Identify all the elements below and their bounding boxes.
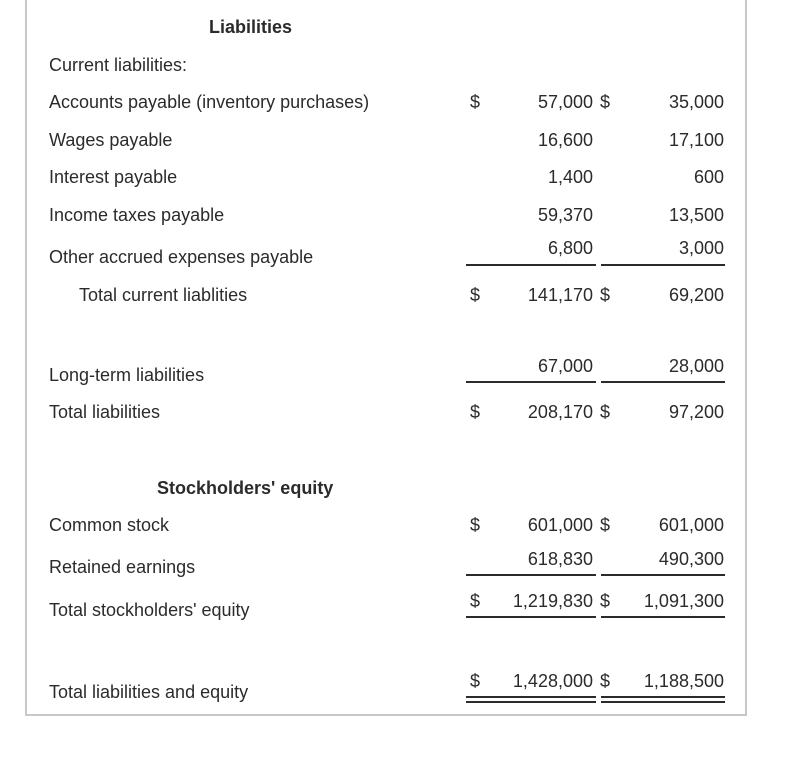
underline-col2 — [601, 381, 725, 383]
other-accrued-col1: 6,800 — [547, 238, 593, 258]
total-equity-col1-dollar: $ — [470, 591, 481, 611]
double-underline-col1 — [466, 696, 596, 703]
retained-earnings-col2: 490,300 — [658, 549, 724, 569]
total-equity-label: Total stockholders' equity — [49, 600, 250, 620]
income-taxes-payable-col2: 13,500 — [668, 205, 724, 225]
total-liabilities-col1-dollar: $ — [470, 402, 481, 422]
wages-payable-col1: 16,600 — [537, 130, 593, 150]
long-term-col1: 67,000 — [537, 356, 593, 376]
underline-col1 — [466, 574, 596, 576]
common-stock-col2-dollar: $ — [600, 515, 611, 535]
total-equity-col1: 1,219,830 — [512, 591, 593, 611]
total-liab-equity-col2-dollar: $ — [600, 671, 611, 691]
total-liabilities-col2-dollar: $ — [600, 402, 611, 422]
interest-payable-col1: 1,400 — [547, 167, 593, 187]
wages-payable-label: Wages payable — [49, 130, 173, 150]
accounts-payable-col1-dollar: $ — [470, 92, 481, 112]
income-taxes-payable-col1: 59,370 — [537, 205, 593, 225]
total-current-col1-dollar: $ — [470, 285, 481, 305]
common-stock-col2: 601,000 — [658, 515, 724, 535]
underline-col1 — [466, 616, 596, 618]
long-term-label: Long-term liabilities — [49, 365, 205, 385]
underline-col2 — [601, 264, 725, 266]
wages-payable-col2: 17,100 — [668, 130, 724, 150]
accounts-payable-label: Accounts payable (inventory purchases) — [49, 92, 370, 112]
common-stock-col1-dollar: $ — [470, 515, 481, 535]
retained-earnings-label: Retained earnings — [49, 557, 196, 577]
accounts-payable-col2: 35,000 — [668, 92, 724, 112]
total-liab-equity-label: Total liabilities and equity — [49, 682, 249, 702]
liabilities-heading: Liabilities — [209, 17, 293, 37]
underline-col2 — [601, 616, 725, 618]
common-stock-col1: 601,000 — [527, 515, 593, 535]
interest-payable-label: Interest payable — [49, 167, 178, 187]
accounts-payable-col2-dollar: $ — [600, 92, 611, 112]
equity-heading: Stockholders' equity — [157, 478, 334, 498]
current-liabilities-heading: Current liabilities: — [49, 55, 188, 75]
total-liabilities-col2: 97,200 — [668, 402, 724, 422]
total-liab-equity-col1-dollar: $ — [470, 671, 481, 691]
long-term-col2: 28,000 — [668, 356, 724, 376]
accounts-payable-col1: 57,000 — [537, 92, 593, 112]
interest-payable-col2: 600 — [693, 167, 724, 187]
other-accrued-label: Other accrued expenses payable — [49, 247, 314, 267]
total-liab-equity-col1: 1,428,000 — [512, 671, 593, 691]
underline-col1 — [466, 264, 596, 266]
total-current-col2-dollar: $ — [600, 285, 611, 305]
total-current-col2: 69,200 — [668, 285, 724, 305]
total-liab-equity-col2: 1,188,500 — [643, 671, 724, 691]
common-stock-label: Common stock — [49, 515, 170, 535]
double-underline-col2 — [601, 696, 725, 703]
total-liabilities-label: Total liabilities — [49, 402, 161, 422]
other-accrued-col2: 3,000 — [678, 238, 724, 258]
underline-col1 — [466, 381, 596, 383]
total-current-col1: 141,170 — [527, 285, 593, 305]
total-equity-col2: 1,091,300 — [643, 591, 724, 611]
total-equity-col2-dollar: $ — [600, 591, 611, 611]
retained-earnings-col1: 618,830 — [527, 549, 593, 569]
total-current-label: Total current liablities — [79, 285, 248, 305]
underline-col2 — [601, 574, 725, 576]
total-liabilities-col1: 208,170 — [527, 402, 593, 422]
income-taxes-payable-label: Income taxes payable — [49, 205, 225, 225]
